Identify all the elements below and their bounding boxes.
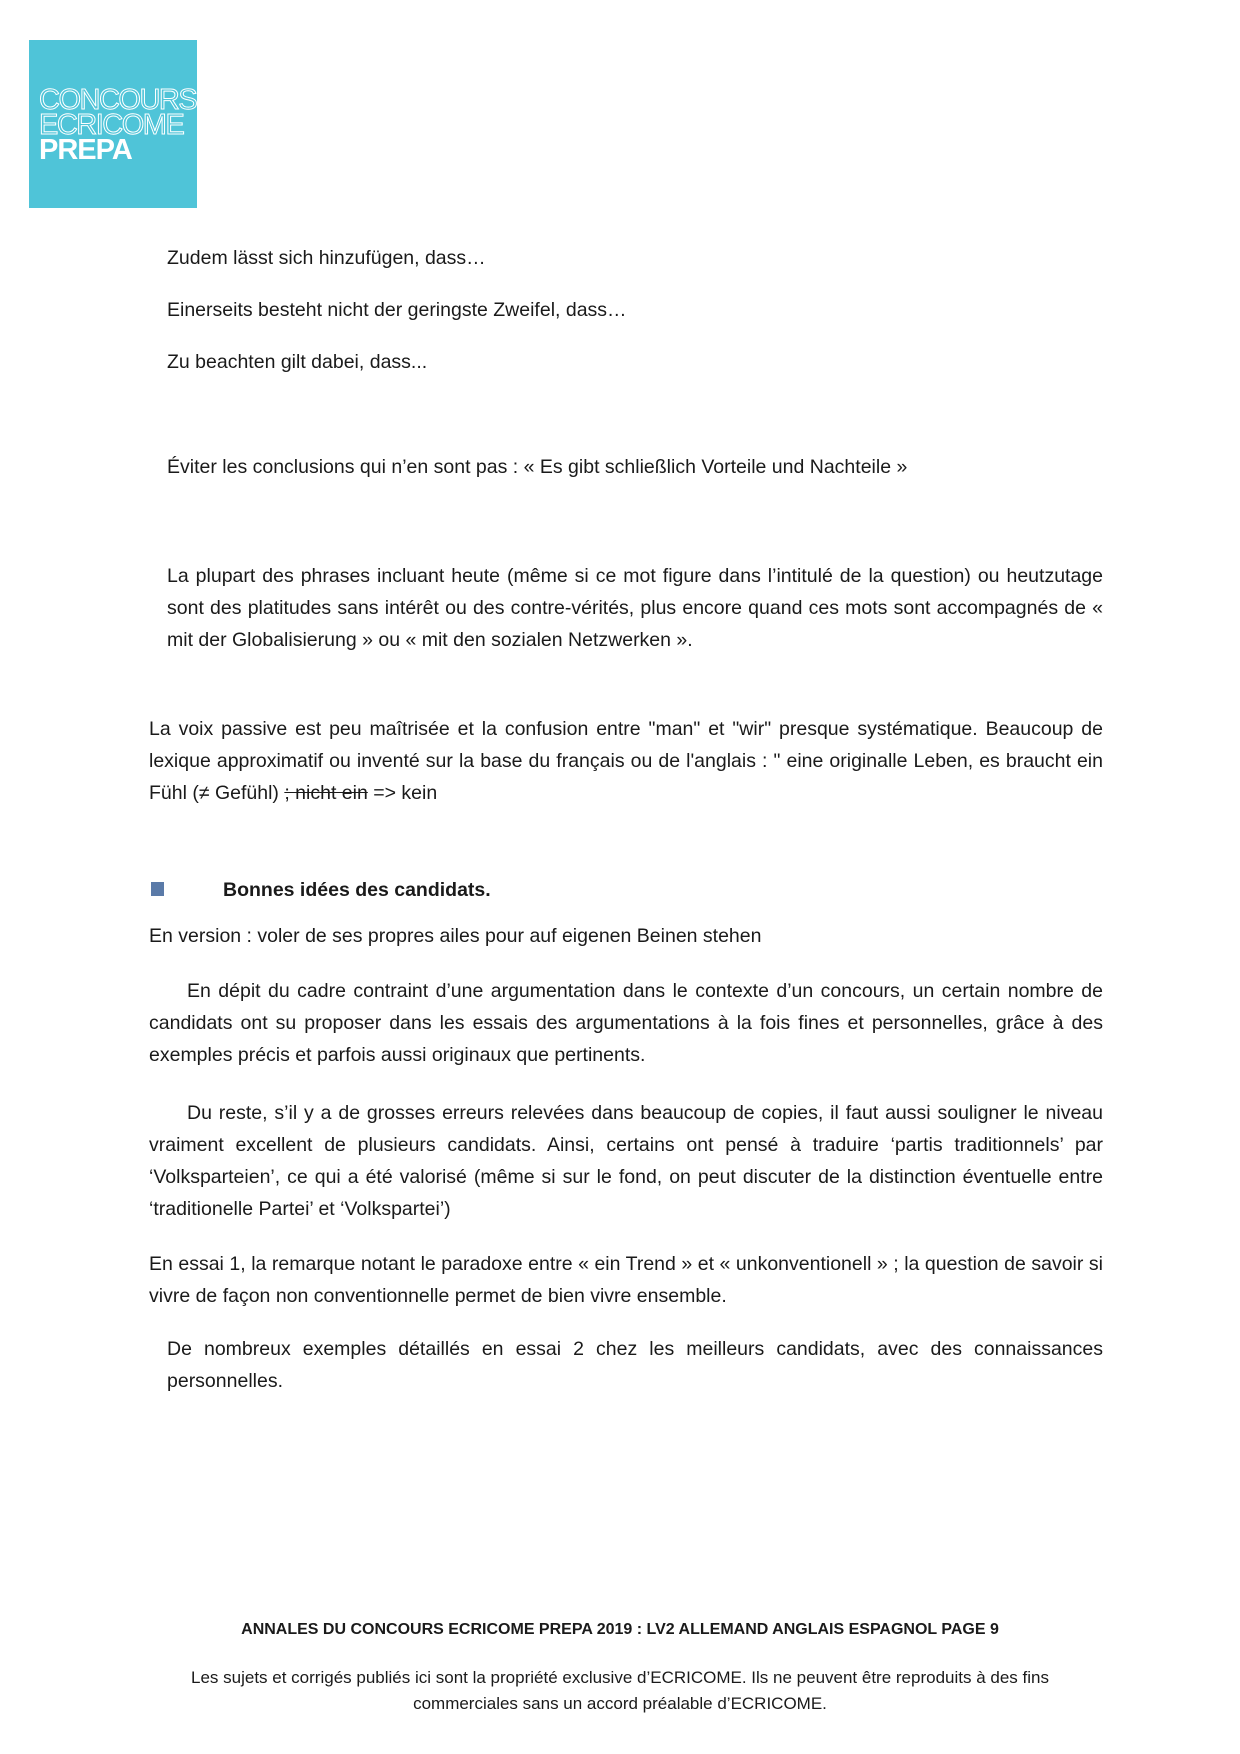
footer-copyright-note: Les sujets et corrigés publiés ici sont la propriété exclusive d’ECRICOME. Ils ne peuvent être reproduits à des fins commerciales sans un accord préalable d’ECRICOME. <box>191 1668 1049 1713</box>
logo-line-prepa: PREPA <box>39 134 132 166</box>
paragraph-voix-passive <box>149 713 1103 809</box>
conclusion-advice: Éviter les conclusions qui n’en sont pas : « Es gibt schließlich Vorteile und Nachteile » <box>167 456 908 478</box>
footer-title: ANNALES DU CONCOURS ECRICOME PREPA 2019 : LV2 ALLEMAND ANGLAIS ESPAGNOL PAGE 9 <box>241 1621 999 1638</box>
ecricome-logo <box>29 40 197 208</box>
section-heading <box>149 874 491 906</box>
logo-line-ecricome: ECRICOME <box>39 109 184 141</box>
paragraph-version: En version : voler de ses propres ailes pour auf eigenen Beinen stehen <box>149 925 762 947</box>
paragraph-heute: La plupart des phrases incluant heute (même si ce mot figure dans l’intitulé de la question) ou heutzutage sont des platitudes sans intérêt ou des contre-vérités, plus encore quand ces mots sont accompagnés de « mit der Globalisierung » ou « mit den sozialen Netzwerken ». <box>167 565 1103 651</box>
section-heading-text: Bonnes idées des candidats. <box>223 879 491 901</box>
struck-text: ; nicht ein <box>284 782 368 804</box>
paragraph-argumentation: En dépit du cadre contraint d’une argumentation dans le contexte d’un concours, un certain nombre de candidats ont su proposer dans les essais des argumentations à la fois fines et personnelles, grâce à des exemples précis et parfois aussi originaux que pertinents. <box>149 980 1103 1066</box>
phrase-zudem: Zudem lässt sich hinzufügen, dass… <box>167 247 486 269</box>
paragraph-du-reste: Du reste, s’il y a de grosses erreurs relevées dans beaucoup de copies, il faut aussi souligner le niveau vraiment excellent de plusieurs candidats. Ainsi, certains ont pensé à traduire ‘partis traditionnels’ par ‘Volksparteien’, ce qui a été valorisé (même si sur le fond, on peut discuter de la distinction éventuelle entre ‘traditionelle Partei’ et ‘Volkspartei’) <box>149 1102 1103 1220</box>
paragraph-voix-passive-text: La voix passive est peu maîtrisée et la confusion entre "man" et "wir" presque systématique. Beaucoup de lexique approximatif ou inventé sur la base du français ou de l'anglais : " eine originalle Leben, es braucht ein Fühl (≠ Gefühl) <box>149 718 1103 804</box>
paragraph-exemples: De nombreux exemples détaillés en essai 2 chez les meilleurs candidats, avec des connaissances personnelles. <box>167 1338 1103 1392</box>
phrase-einerseits: Einerseits besteht nicht der geringste Zweifel, dass… <box>167 299 627 321</box>
paragraph-essai-1: En essai 1, la remarque notant le paradoxe entre « ein Trend » et « unkonventionell » ; la question de savoir si vivre de façon non conventionnelle permet de bien vivre ensemble. <box>149 1253 1103 1307</box>
phrase-zu-beachten: Zu beachten gilt dabei, dass... <box>167 351 428 373</box>
paragraph-voix-passive-end: => kein <box>367 782 438 804</box>
logo-line-concours: CONCOURS <box>39 84 197 116</box>
